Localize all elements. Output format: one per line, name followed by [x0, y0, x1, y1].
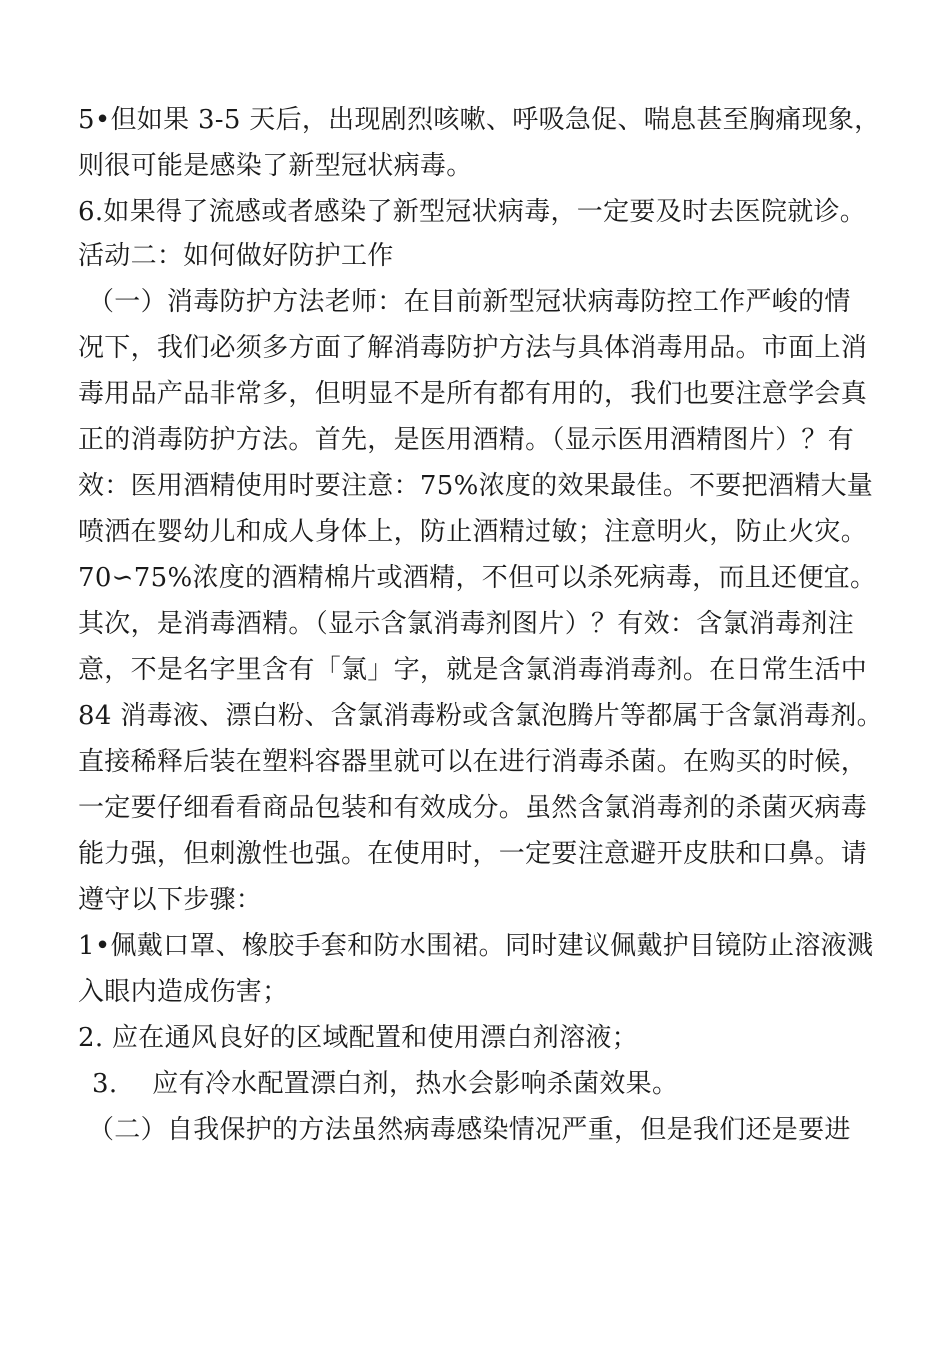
- text-line-23: （二）自我保护的方法虽然病毒感染情况严重，但是我们还是要进: [88, 1115, 851, 1145]
- text-line-16: 一定要仔细看看商品包装和有效成分。虽然含氯消毒剂的杀菌灭病毒: [78, 793, 868, 823]
- text-line-14: 84 消毒液、漂白粉、含氯消毒粉或含氯泡腾片等都属于含氯消毒剂。: [78, 701, 883, 731]
- text-line-7: 毒用品产品非常多，但明显不是所有都有用的，我们也要注意学会真: [78, 379, 868, 409]
- text-line-11: 70∽75%浓度的酒精棉片或酒精，不但可以杀死病毒，而且还便宜。: [78, 563, 877, 593]
- section-heading-activity-2: 活动二：如何做好防护工作: [78, 241, 394, 271]
- text-line-8: 正的消毒防护方法。首先，是医用酒精。（显示医用酒精图片）？有: [78, 425, 855, 455]
- list-item-1: 1•佩戴口罩、橡胶手套和防水围裙。同时建议佩戴护目镜防止溶液溅: [78, 931, 874, 961]
- text-line-18: 遵守以下步骤：: [78, 885, 263, 915]
- text-line-9: 效：医用酒精使用时要注意：75%浓度的效果最佳。不要把酒精大量: [78, 471, 874, 501]
- text-line-12: 其次，是消毒酒精。（显示含氯消毒剂图片）？有效：含氯消毒剂注: [78, 609, 855, 639]
- text-line-15: 直接稀释后装在塑料容器里就可以在进行消毒杀菌。在购买的时候，: [78, 747, 868, 777]
- text-line-6: 况下，我们必须多方面了解消毒防护方法与具体消毒用品。市面上消: [78, 333, 868, 363]
- list-item-2: 2. 应在通风良好的区域配置和使用漂白剂溶液；: [78, 1023, 638, 1053]
- text-line-1: 5•但如果 3-5 天后，出现剧烈咳嗽、呼吸急促、喘息甚至胸痛现象，: [78, 105, 881, 135]
- list-item-1-cont: 入眼内造成伤害；: [78, 977, 289, 1007]
- text-line-13: 意，不是名字里含有「氯」字，就是含氯消毒消毒剂。在日常生活中: [78, 655, 868, 685]
- text-line-3: 6.如果得了流感或者感染了新型冠状病毒，一定要及时去医院就诊。: [78, 197, 867, 227]
- text-line-10: 喷洒在婴幼儿和成人身体上，防止酒精过敏；注意明火，防止火灾。: [78, 517, 868, 547]
- text-line-2: 则很可能是感染了新型冠状病毒。: [78, 151, 473, 181]
- list-item-3: 3. 应有冷水配置漂白剂，热水会影响杀菌效果。: [92, 1069, 679, 1099]
- text-line-17: 能力强，但刺激性也强。在使用时，一定要注意避开皮肤和口鼻。请: [78, 839, 868, 869]
- text-line-5: （一）消毒防护方法老师：在目前新型冠状病毒防控工作严峻的情: [88, 287, 851, 317]
